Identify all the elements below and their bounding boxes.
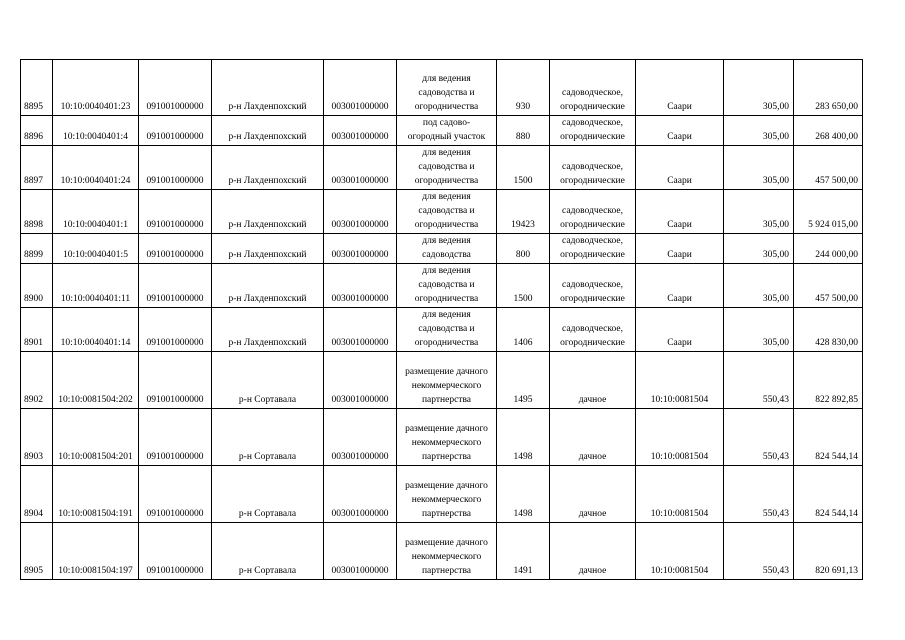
use-category-line: огороднические xyxy=(560,294,625,304)
land-use-line: некоммерческого xyxy=(411,552,482,562)
area-cell: 1498 xyxy=(497,409,550,466)
use-category-line: дачное xyxy=(578,566,607,576)
specific-value-cell: 305,00 xyxy=(724,146,794,190)
location-code-cell: 003001000000 xyxy=(324,146,397,190)
use-category-cell xyxy=(550,466,636,523)
okato-code-cell: 091001000000 xyxy=(139,409,212,466)
area-cell: 880 xyxy=(497,116,550,146)
valuation-zone-cell: Саари xyxy=(636,146,724,190)
cadastral-number-cell: 10:10:0040401:23 xyxy=(53,60,139,116)
land-use-line: партнерства xyxy=(421,566,472,576)
district-cell: р-н Лахденпохский xyxy=(212,308,324,352)
land-use-line: огородничества xyxy=(414,176,479,186)
cadastral-number-cell: 10:10:0040401:1 xyxy=(53,190,139,234)
valuation-zone-cell: 10:10:0081504 xyxy=(636,466,724,523)
use-category-line: огороднические xyxy=(560,338,625,348)
cadastral-number-cell: 10:10:0081504:197 xyxy=(53,523,139,580)
land-use-line: садоводства и xyxy=(418,324,475,334)
use-category-line: садоводческое, xyxy=(562,118,623,128)
cadastral-value-cell: 283 650,00 xyxy=(794,60,863,116)
specific-value-cell: 305,00 xyxy=(724,116,794,146)
row-number-cell: 8902 xyxy=(21,352,53,409)
location-code-cell: 003001000000 xyxy=(324,116,397,146)
table-row xyxy=(21,466,863,523)
row-number-cell: 8903 xyxy=(21,409,53,466)
land-use-line: огородничества xyxy=(414,294,479,304)
use-category-cell xyxy=(550,234,636,264)
area-cell: 19423 xyxy=(497,190,550,234)
cadastral-value-cell: 428 830,00 xyxy=(794,308,863,352)
land-use-line: размещение дачного xyxy=(405,481,488,491)
table-body xyxy=(21,60,863,580)
valuation-zone-cell: Саари xyxy=(636,308,724,352)
okato-code-cell: 091001000000 xyxy=(139,352,212,409)
specific-value-cell: 550,43 xyxy=(724,409,794,466)
use-category-cell xyxy=(550,308,636,352)
district-cell: р-н Лахденпохский xyxy=(212,234,324,264)
valuation-zone-cell: Саари xyxy=(636,190,724,234)
land-use-cell xyxy=(397,146,497,190)
use-category-line: дачное xyxy=(578,509,607,519)
use-category-cell xyxy=(550,523,636,580)
area-cell: 1500 xyxy=(497,146,550,190)
row-number-cell: 8895 xyxy=(21,60,53,116)
okato-code-cell: 091001000000 xyxy=(139,234,212,264)
land-use-line: садоводства и xyxy=(418,206,475,216)
specific-value-cell: 550,43 xyxy=(724,352,794,409)
use-category-cell xyxy=(550,60,636,116)
valuation-zone-cell: 10:10:0081504 xyxy=(636,409,724,466)
district-cell: р-н Лахденпохский xyxy=(212,264,324,308)
valuation-zone-cell: Саари xyxy=(636,234,724,264)
specific-value-cell: 305,00 xyxy=(724,264,794,308)
row-number-cell: 8904 xyxy=(21,466,53,523)
use-category-line: садоводческое, xyxy=(562,88,623,98)
cadastral-number-cell: 10:10:0040401:5 xyxy=(53,234,139,264)
use-category-line: огороднические xyxy=(560,220,625,230)
location-code-cell: 003001000000 xyxy=(324,523,397,580)
okato-code-cell: 091001000000 xyxy=(139,116,212,146)
row-number-cell: 8901 xyxy=(21,308,53,352)
use-category-cell xyxy=(550,146,636,190)
cadastral-value-cell: 824 544,14 xyxy=(794,466,863,523)
cadastral-number-cell: 10:10:0040401:24 xyxy=(53,146,139,190)
land-use-cell xyxy=(397,234,497,264)
row-number-cell: 8897 xyxy=(21,146,53,190)
table-row xyxy=(21,308,863,352)
valuation-zone-cell: Саари xyxy=(636,116,724,146)
land-use-line: для ведения xyxy=(422,192,471,202)
land-use-line: садоводства xyxy=(422,250,471,260)
cadastral-value-cell: 268 400,00 xyxy=(794,116,863,146)
row-number-cell: 8899 xyxy=(21,234,53,264)
location-code-cell: 003001000000 xyxy=(324,234,397,264)
table-row xyxy=(21,409,863,466)
land-use-cell xyxy=(397,190,497,234)
table-row xyxy=(21,523,863,580)
land-use-line: огородничества xyxy=(414,338,479,348)
specific-value-cell: 305,00 xyxy=(724,308,794,352)
use-category-cell xyxy=(550,409,636,466)
district-cell: р-н Лахденпохский xyxy=(212,116,324,146)
land-use-line: садоводства и xyxy=(418,280,475,290)
cadastral-number-cell: 10:10:0040401:11 xyxy=(53,264,139,308)
land-use-line: под садово- xyxy=(422,118,471,128)
table-row xyxy=(21,146,863,190)
area-cell: 800 xyxy=(497,234,550,264)
land-use-line: для ведения xyxy=(422,148,471,158)
location-code-cell: 003001000000 xyxy=(324,409,397,466)
area-cell: 1491 xyxy=(497,523,550,580)
district-cell: р-н Лахденпохский xyxy=(212,146,324,190)
land-use-cell xyxy=(397,264,497,308)
location-code-cell: 003001000000 xyxy=(324,466,397,523)
use-category-line: огороднические xyxy=(560,102,625,112)
specific-value-cell: 305,00 xyxy=(724,190,794,234)
location-code-cell: 003001000000 xyxy=(324,60,397,116)
land-use-cell xyxy=(397,352,497,409)
table-row xyxy=(21,116,863,146)
area-cell: 1500 xyxy=(497,264,550,308)
cadastral-value-cell: 457 500,00 xyxy=(794,146,863,190)
land-use-line: для ведения xyxy=(422,310,471,320)
land-use-cell xyxy=(397,466,497,523)
land-use-line: садоводства и xyxy=(418,88,475,98)
district-cell: р-н Сортавала xyxy=(212,409,324,466)
district-cell: р-н Лахденпохский xyxy=(212,190,324,234)
land-use-cell xyxy=(397,523,497,580)
specific-value-cell: 305,00 xyxy=(724,60,794,116)
valuation-zone-cell: 10:10:0081504 xyxy=(636,352,724,409)
district-cell: р-н Сортавала xyxy=(212,352,324,409)
land-use-line: некоммерческого xyxy=(411,495,482,505)
okato-code-cell: 091001000000 xyxy=(139,523,212,580)
valuation-zone-cell: Саари xyxy=(636,60,724,116)
use-category-line: дачное xyxy=(578,452,607,462)
use-category-line: садоводческое, xyxy=(562,206,623,216)
district-cell: р-н Сортавала xyxy=(212,523,324,580)
land-use-cell xyxy=(397,308,497,352)
area-cell: 930 xyxy=(497,60,550,116)
cadastral-number-cell: 10:10:0040401:4 xyxy=(53,116,139,146)
land-use-line: размещение дачного xyxy=(405,424,488,434)
land-use-line: огородный участок xyxy=(407,132,486,142)
specific-value-cell: 305,00 xyxy=(724,234,794,264)
land-use-line: некоммерческого xyxy=(411,438,482,448)
cadastral-value-cell: 5 924 015,00 xyxy=(794,190,863,234)
land-use-cell xyxy=(397,116,497,146)
valuation-zone-cell: 10:10:0081504 xyxy=(636,523,724,580)
use-category-cell xyxy=(550,190,636,234)
okato-code-cell: 091001000000 xyxy=(139,60,212,116)
use-category-line: огороднические xyxy=(560,250,625,260)
table-row xyxy=(21,264,863,308)
land-use-line: для ведения xyxy=(422,266,471,276)
specific-value-cell: 550,43 xyxy=(724,523,794,580)
use-category-line: огороднические xyxy=(560,176,625,186)
land-use-line: некоммерческого xyxy=(411,381,482,391)
district-cell: р-н Сортавала xyxy=(212,466,324,523)
location-code-cell: 003001000000 xyxy=(324,190,397,234)
land-use-line: размещение дачного xyxy=(405,367,488,377)
area-cell: 1495 xyxy=(497,352,550,409)
okato-code-cell: 091001000000 xyxy=(139,190,212,234)
row-number-cell: 8905 xyxy=(21,523,53,580)
land-use-line: огородничества xyxy=(414,102,479,112)
land-use-line: размещение дачного xyxy=(405,538,488,548)
land-use-line: садоводства и xyxy=(418,162,475,172)
area-cell: 1406 xyxy=(497,308,550,352)
land-use-line: огородничества xyxy=(414,220,479,230)
row-number-cell: 8896 xyxy=(21,116,53,146)
row-number-cell: 8898 xyxy=(21,190,53,234)
use-category-line: садоводческое, xyxy=(562,280,623,290)
district-cell: р-н Лахденпохский xyxy=(212,60,324,116)
cadastral-number-cell: 10:10:0081504:201 xyxy=(53,409,139,466)
use-category-cell xyxy=(550,264,636,308)
row-number-cell: 8900 xyxy=(21,264,53,308)
use-category-cell xyxy=(550,116,636,146)
okato-code-cell: 091001000000 xyxy=(139,466,212,523)
valuation-zone-cell: Саари xyxy=(636,264,724,308)
use-category-line: садоводческое, xyxy=(562,324,623,334)
specific-value-cell: 550,43 xyxy=(724,466,794,523)
location-code-cell: 003001000000 xyxy=(324,264,397,308)
use-category-line: садоводческое, xyxy=(562,162,623,172)
table-row xyxy=(21,352,863,409)
okato-code-cell: 091001000000 xyxy=(139,264,212,308)
land-use-line: партнерства xyxy=(421,509,472,519)
table-row xyxy=(21,190,863,234)
cadastral-number-cell: 10:10:0081504:191 xyxy=(53,466,139,523)
cadastral-value-cell: 820 691,13 xyxy=(794,523,863,580)
land-use-cell xyxy=(397,409,497,466)
area-cell: 1498 xyxy=(497,466,550,523)
use-category-line: дачное xyxy=(578,395,607,405)
cadastral-value-cell: 457 500,00 xyxy=(794,264,863,308)
okato-code-cell: 091001000000 xyxy=(139,308,212,352)
land-registry-table xyxy=(20,59,863,580)
table-row xyxy=(21,234,863,264)
cadastral-number-cell: 10:10:0040401:14 xyxy=(53,308,139,352)
use-category-line: огороднические xyxy=(560,132,625,142)
cadastral-value-cell: 824 544,14 xyxy=(794,409,863,466)
use-category-line: садоводческое, xyxy=(562,236,623,246)
land-use-line: для ведения xyxy=(422,74,471,84)
location-code-cell: 003001000000 xyxy=(324,352,397,409)
land-use-cell xyxy=(397,60,497,116)
okato-code-cell: 091001000000 xyxy=(139,146,212,190)
land-use-line: партнерства xyxy=(421,395,472,405)
table-row xyxy=(21,60,863,116)
location-code-cell: 003001000000 xyxy=(324,308,397,352)
use-category-cell xyxy=(550,352,636,409)
land-use-line: партнерства xyxy=(421,452,472,462)
cadastral-value-cell: 822 892,85 xyxy=(794,352,863,409)
land-use-line: для ведения xyxy=(422,236,471,246)
cadastral-number-cell: 10:10:0081504:202 xyxy=(53,352,139,409)
cadastral-value-cell: 244 000,00 xyxy=(794,234,863,264)
